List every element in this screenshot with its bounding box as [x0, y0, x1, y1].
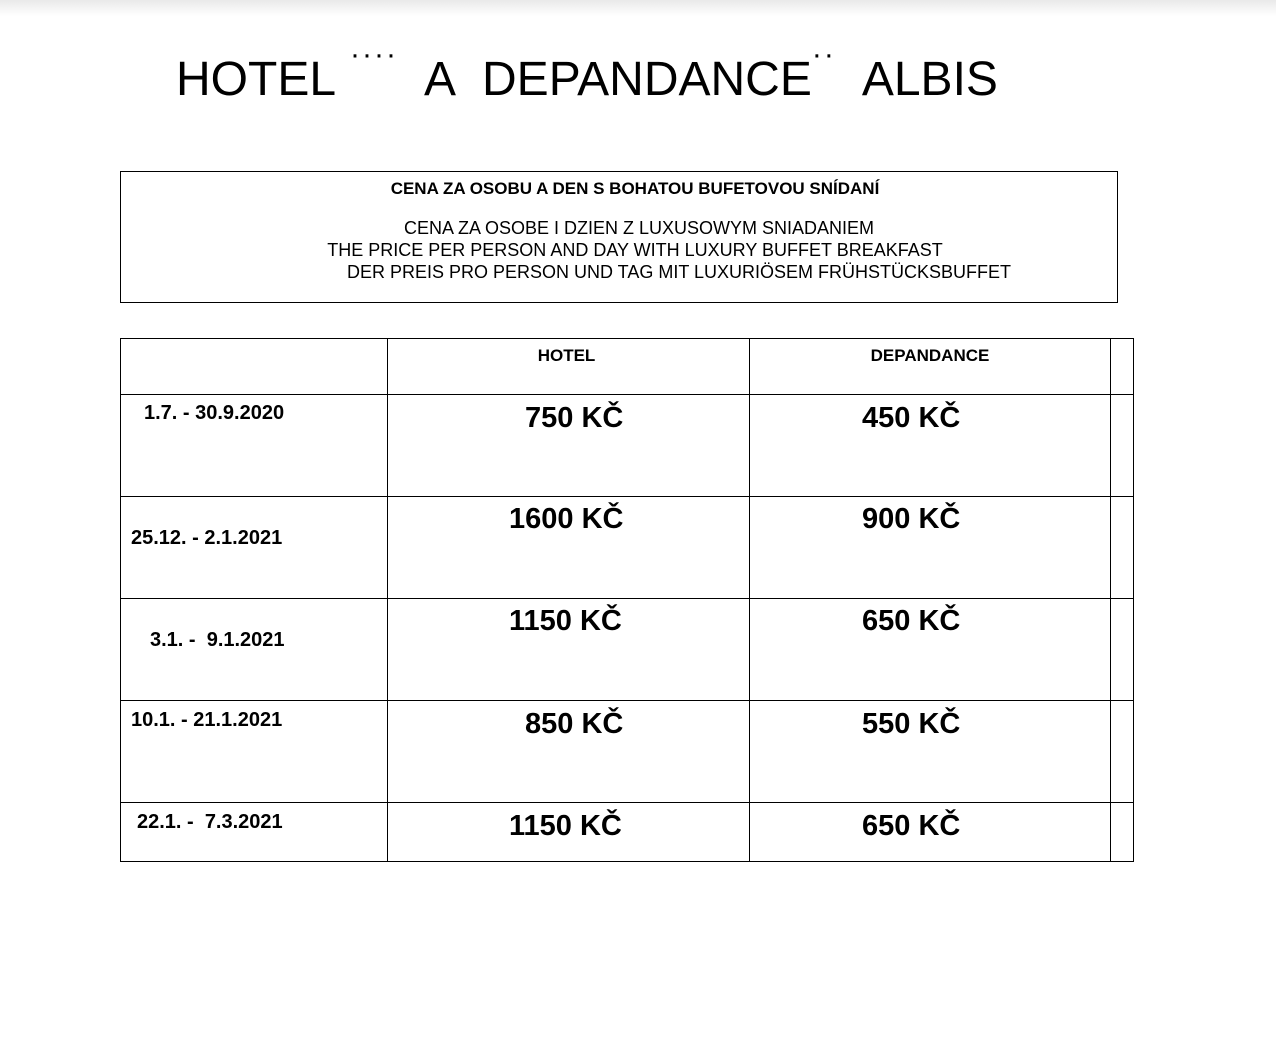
- row-depandance-price: 450 KČ: [862, 402, 961, 434]
- table-row: [121, 395, 1134, 497]
- row-period: 3.1. - 9.1.2021: [150, 629, 285, 651]
- price-note-polish: CENA ZA OSOBE I DZIEN Z LUXUSOWYM SNIADANIEM: [403, 218, 875, 238]
- table-row: [121, 599, 1134, 701]
- header-extra-cell: [1111, 339, 1134, 395]
- header-depandance-cell: [750, 339, 1111, 395]
- row-period: 1.7. - 30.9.2020: [144, 402, 285, 424]
- header-hotel: HOTEL: [537, 346, 596, 365]
- header-hotel-cell: [388, 339, 750, 395]
- row-hotel-price: 1150 KČ: [509, 605, 622, 637]
- price-table: [120, 338, 1134, 862]
- table-row: [121, 701, 1134, 803]
- row-hotel-price: 1150 KČ: [509, 810, 622, 842]
- top-shadow-bar: [0, 0, 1276, 16]
- title-albis: ALBIS: [861, 53, 998, 106]
- row-depandance-price: 650 KČ: [862, 605, 961, 637]
- price-note-english: THE PRICE PER PERSON AND DAY WITH LUXURY BUFFET BREAKFAST: [327, 240, 943, 260]
- header-depandance: DEPANDANCE: [870, 346, 990, 365]
- title-dots-1: ····: [350, 38, 398, 71]
- price-note-german: DER PREIS PRO PERSON UND TAG MIT LUXURIÖSEM FRÜHSTÜCKSBUFFET: [346, 262, 1012, 282]
- row-period: 22.1. - 7.3.2021: [137, 811, 283, 833]
- row-depandance-price: 550 KČ: [862, 708, 961, 740]
- title-dots-2: ··: [811, 38, 836, 71]
- row-depandance-price: 650 KČ: [862, 810, 961, 842]
- table-header-row: [121, 339, 1134, 395]
- table-row: [121, 803, 1134, 862]
- title-depandance: DEPANDANCE: [482, 53, 812, 106]
- title-a: A: [424, 53, 457, 106]
- page-title: [176, 38, 998, 110]
- row-period: 25.12. - 2.1.2021: [131, 527, 283, 549]
- header-empty-cell: [121, 339, 388, 395]
- row-depandance-price: 900 KČ: [862, 503, 961, 535]
- title-hotel: HOTEL: [176, 53, 337, 106]
- row-hotel-price: 850 KČ: [525, 708, 624, 740]
- table-row: [121, 497, 1134, 599]
- price-note-czech: CENA ZA OSOBU A DEN S BOHATOU BUFETOVOU SNÍDANÍ: [390, 179, 880, 198]
- row-hotel-price: 1600 KČ: [509, 503, 624, 535]
- row-period: 10.1. - 21.1.2021: [131, 709, 283, 731]
- price-note-box: [120, 171, 1118, 303]
- row-hotel-price: 750 KČ: [525, 402, 624, 434]
